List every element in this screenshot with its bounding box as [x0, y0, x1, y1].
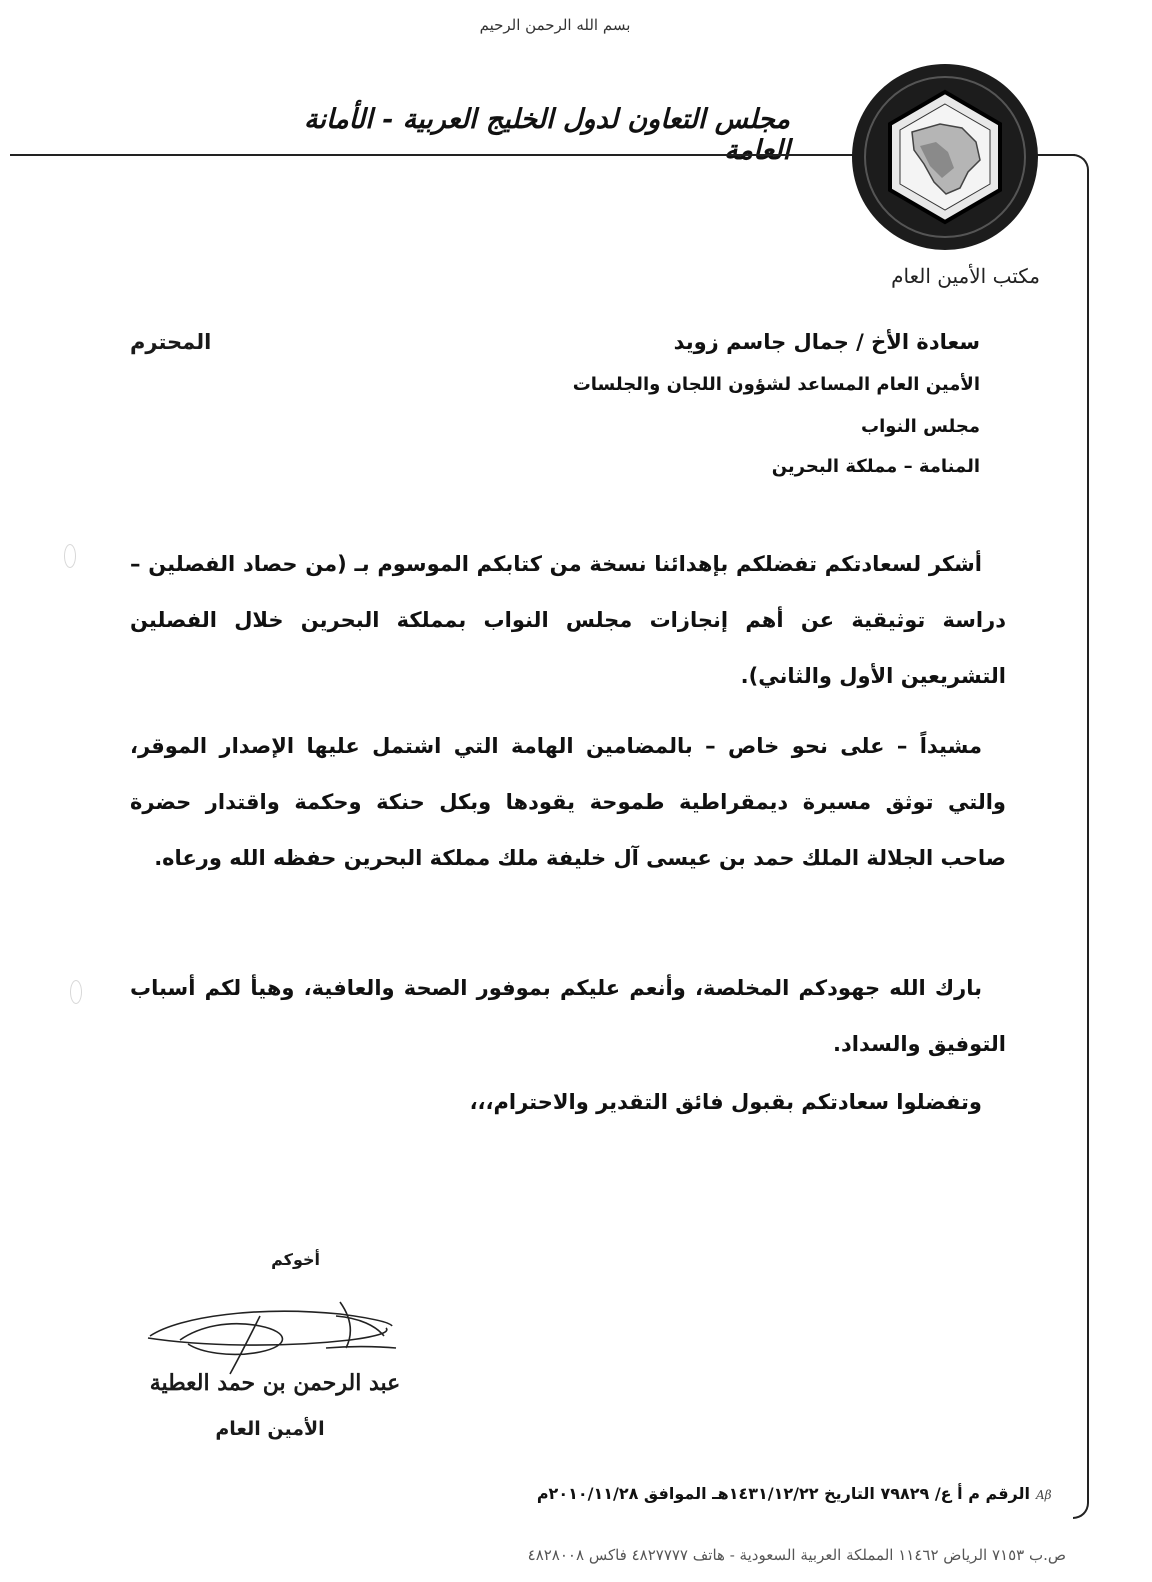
signer-title: الأمين العام	[215, 1418, 325, 1440]
signature-icon	[140, 1296, 400, 1376]
gcc-emblem-icon	[850, 62, 1040, 252]
body-paragraph-2: مشيداً – على نحو خاص – بالمضامين الهامة التي اشتمل عليها الإصدار الموقر، والتي توثق مسيرة ديمقراطية طموحة يقودها وبكل حنكة وحكمة واقتدار حضرة صاحب الجلالة الملك حمد بن عيسى آل خليفة ملك مملكة البحرين حفظه الله ورعاه.	[130, 734, 1006, 870]
addressee-respect: المحترم	[130, 330, 212, 354]
addressee-body: مجلس النواب	[861, 416, 980, 437]
basmala: بسم الله الرحمن الرحيم	[479, 16, 631, 34]
body-paragraph-3: بارك الله جهودكم المخلصة، وأنعم عليكم بموفور الصحة والعافية، وهيأ لكم أسباب التوفيق والسداد.	[130, 976, 1006, 1056]
punch-hole	[64, 544, 76, 568]
valediction: أخوكم	[271, 1250, 320, 1269]
office-label: مكتب الأمين العام	[891, 264, 1040, 288]
signer-name: عبد الرحمن بن حمد العطية	[149, 1370, 401, 1396]
organization-title: مجلس التعاون لدول الخليج العربية - الأمانة العامة	[304, 104, 790, 166]
addressee-name: سعادة الأخ / جمال جاسم زويد	[673, 330, 980, 354]
page-frame-right	[1073, 154, 1089, 1519]
punch-hole	[70, 980, 82, 1004]
footer-address: ص.ب ٧١٥٣ الرياض ١١٤٦٢ المملكة العربية السعودية - هاتف ٤٨٢٧٧٧٧ فاكس ٤٨٢٨٠٠٨	[527, 1546, 1066, 1564]
addressee-location: المنامة – مملكة البحرين	[771, 456, 980, 477]
body-paragraph-1: أشكر لسعادتكم تفضلكم بإهدائنا نسخة من كتابكم الموسوم بـ (من حصاد الفصلين – دراسة توثيقية عن أهم إنجازات مجلس النواب بمملكة البحرين خلال الفصلين التشريعين الأول والثاني).	[130, 552, 1006, 688]
reference-line: الرقم م أ ع/ ٧٩٨٢٩ التاريخ ١٤٣١/١٢/٢٢هـ الموافق ٢٠١٠/١١/٢٨م	[536, 1484, 1030, 1503]
closing-line: وتفضلوا سعادتكم بقبول فائق التقدير والاحترام،،،	[469, 1090, 982, 1114]
addressee-position: الأمين العام المساعد لشؤون اللجان والجلسات	[572, 374, 980, 395]
reference-mark: Aβ	[1036, 1488, 1052, 1502]
